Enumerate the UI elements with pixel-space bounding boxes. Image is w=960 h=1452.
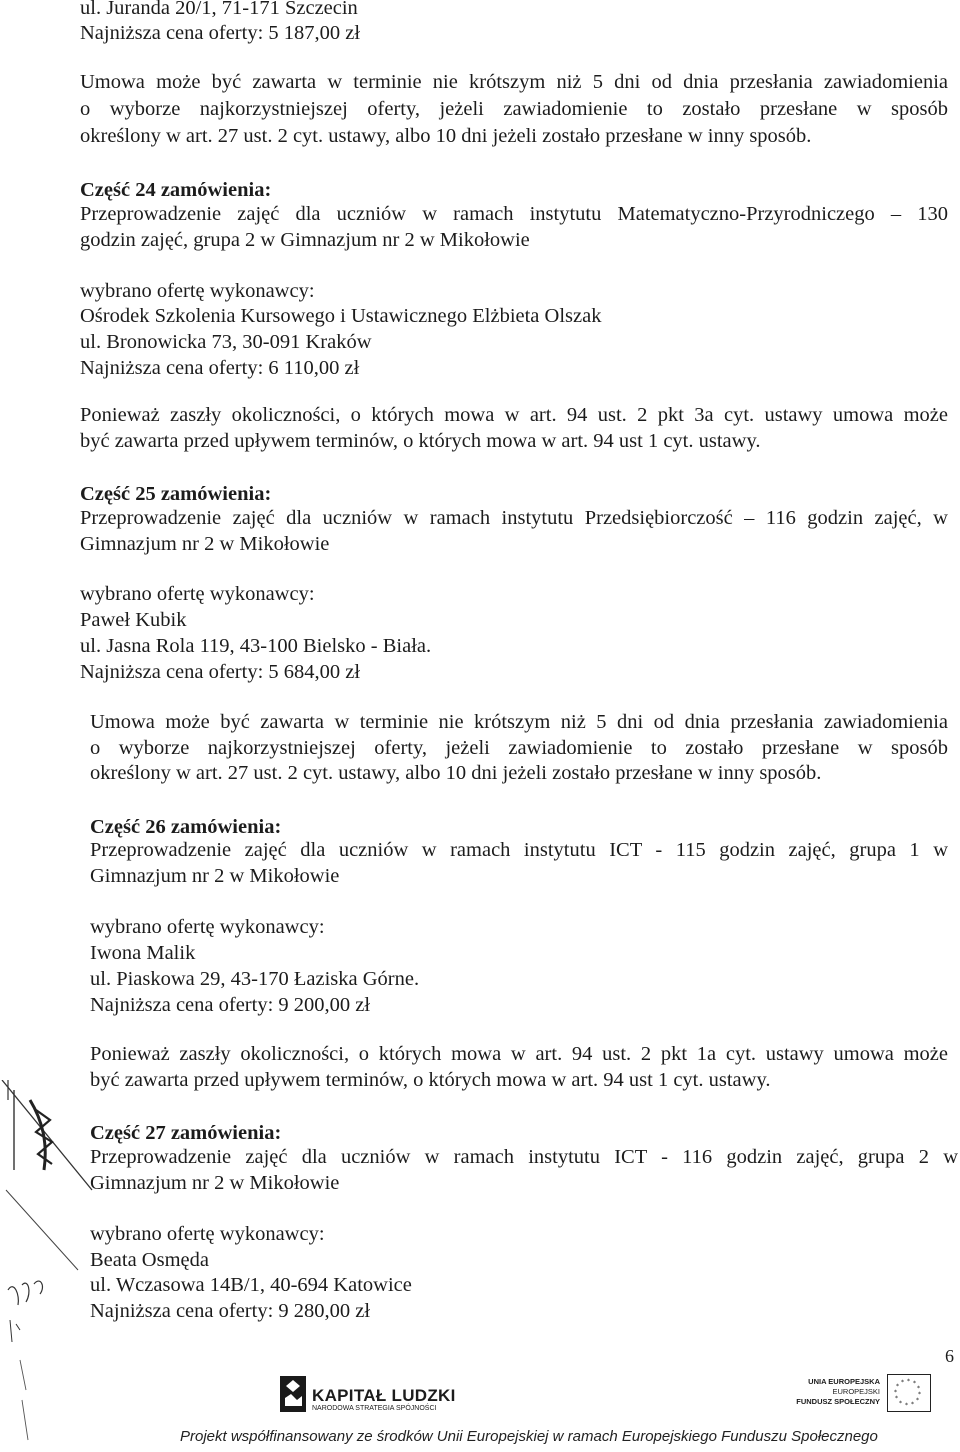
ue-line-3: FUNDUSZ SPOŁECZNY <box>796 1397 880 1406</box>
part26-heading: Część 26 zamówienia: <box>90 816 282 838</box>
part25-price: Najniższa cena oferty: 5 684,00 zł <box>80 661 361 683</box>
svg-text:*: * <box>896 1383 899 1390</box>
part26-address: ul. Piaskowa 29, 43-170 Łaziska Górne. <box>90 968 420 990</box>
part25-desc-2: Gimnazjum nr 2 w Mikołowie <box>80 533 330 555</box>
svg-text:*: * <box>894 1389 897 1396</box>
part26-chosen: wybrano ofertę wykonawcy: <box>90 916 325 938</box>
svg-text:*: * <box>895 1395 898 1402</box>
svg-text:*: * <box>911 1401 914 1408</box>
eu-flag-icon <box>887 1374 931 1412</box>
part24-note-2: być zawarta przed upływem terminów, o których mowa w art. 94 ust 1 cyt. ustawy. <box>80 430 761 452</box>
svg-text:*: * <box>913 1380 916 1387</box>
ue-text-block <box>760 1377 880 1407</box>
kapital-ludzki-title: KAPITAŁ LUDZKI <box>312 1386 456 1405</box>
part24-heading: Część 24 zamówienia: <box>80 179 272 201</box>
cofinancing-footnote: Projekt współfinansowany ze środków Unii Europejskiej w ramach Europejskiego Funduszu Społecznego <box>180 1428 878 1445</box>
ue-line-1: UNIA EUROPEJSKA <box>808 1377 880 1386</box>
part25-chosen: wybrano ofertę wykonawcy: <box>80 583 315 605</box>
part27-name: Beata Osmęda <box>90 1249 209 1271</box>
svg-text:*: * <box>907 1378 910 1385</box>
part24-desc-1: Przeprowadzenie zajęć dla uczniów w ramach instytutu Matematyczno-Przyrodniczego – 130 <box>80 203 948 225</box>
part24-note-1: Ponieważ zaszły okoliczności, o których mowa w art. 94 ust. 2 pkt 3a cyt. ustawy umowa może <box>80 404 948 426</box>
ue-line-2: EUROPEJSKI <box>832 1387 880 1396</box>
svg-text:*: * <box>916 1397 919 1404</box>
svg-text:*: * <box>905 1402 908 1409</box>
top-price: Najniższa cena oferty: 5 187,00 zł <box>80 22 361 44</box>
part24-desc-2: godzin zajęć, grupa 2 w Gimnazjum nr 2 w Mikołowie <box>80 229 530 251</box>
part25-name: Paweł Kubik <box>80 609 187 631</box>
svg-text:*: * <box>917 1385 920 1392</box>
part27-price: Najniższa cena oferty: 9 280,00 zł <box>90 1300 371 1322</box>
part25-heading: Część 25 zamówienia: <box>80 483 272 505</box>
part27-desc-2: Gimnazjum nr 2 w Mikołowie <box>90 1172 340 1194</box>
part27-heading: Część 27 zamówienia: <box>90 1122 282 1144</box>
handwritten-signature <box>0 1080 100 1450</box>
umowa-line-1: Umowa może być zawarta w terminie nie krótszym niż 5 dni od dnia przesłania zawiadomienia <box>80 71 948 93</box>
part24-price: Najniższa cena oferty: 6 110,00 zł <box>80 357 360 379</box>
umowa-line-2: o wyborze najkorzystniejszej oferty, jeżeli zawiadomienie to zostało przesłane w sposób <box>80 98 948 120</box>
part26-desc-2: Gimnazjum nr 2 w Mikołowie <box>90 865 340 887</box>
part27-address: ul. Wczasowa 14B/1, 40-694 Katowice <box>90 1274 412 1296</box>
part27-desc-1: Przeprowadzenie zajęć dla uczniów w ramach instytutu ICT - 116 godzin zajęć, grupa 2 w <box>90 1146 958 1168</box>
part25-note-2: o wyborze najkorzystniejszej oferty, jeżeli zawiadomienie to zostało przesłane w sposób <box>90 737 948 759</box>
part26-note-2: być zawarta przed upływem terminów, o których mowa w art. 94 ust 1 cyt. ustawy. <box>90 1069 771 1091</box>
part27-chosen: wybrano ofertę wykonawcy: <box>90 1223 325 1245</box>
part25-address: ul. Jasna Rola 119, 43-100 Bielsko - Biała. <box>80 635 432 657</box>
svg-text:*: * <box>899 1400 902 1407</box>
part26-desc-1: Przeprowadzenie zajęć dla uczniów w ramach instytutu ICT - 115 godzin zajęć, grupa 1 w <box>90 839 948 861</box>
part26-name: Iwona Malik <box>90 942 196 964</box>
svg-text:*: * <box>901 1379 904 1386</box>
part25-note-1: Umowa może być zawarta w terminie nie krótszym niż 5 dni od dnia przesłania zawiadomienia <box>90 711 948 733</box>
kapital-ludzki-logo-icon <box>278 1374 308 1414</box>
part26-price: Najniższa cena oferty: 9 200,00 zł <box>90 994 371 1016</box>
page-number: 6 <box>945 1346 954 1366</box>
part24-chosen: wybrano ofertę wykonawcy: <box>80 280 315 302</box>
kapital-ludzki-subtitle: NARODOWA STRATEGIA SPÓJNOŚCI <box>312 1405 437 1412</box>
part25-note-3: określony w art. 27 ust. 2 cyt. ustawy, albo 10 dni jeżeli zostało przesłane w inny sposób. <box>90 762 822 784</box>
part26-note-1: Ponieważ zaszły okoliczności, o których mowa w art. 94 ust. 2 pkt 1a cyt. ustawy umowa może <box>90 1043 948 1065</box>
part24-name: Ośrodek Szkolenia Kursowego i Ustawicznego Elżbieta Olszak <box>80 305 602 327</box>
top-address: ul. Juranda 20/1, 71-171 Szczecin <box>80 0 358 19</box>
umowa-line-3: określony w art. 27 ust. 2 cyt. ustawy, albo 10 dni jeżeli zostało przesłane w inny sposób. <box>80 125 812 147</box>
part24-address: ul. Bronowicka 73, 30-091 Kraków <box>80 331 372 353</box>
part25-desc-1: Przeprowadzenie zajęć dla uczniów w ramach instytutu Przedsiębiorczość – 116 godzin zajęć, w <box>80 507 948 529</box>
svg-text:*: * <box>918 1391 921 1398</box>
